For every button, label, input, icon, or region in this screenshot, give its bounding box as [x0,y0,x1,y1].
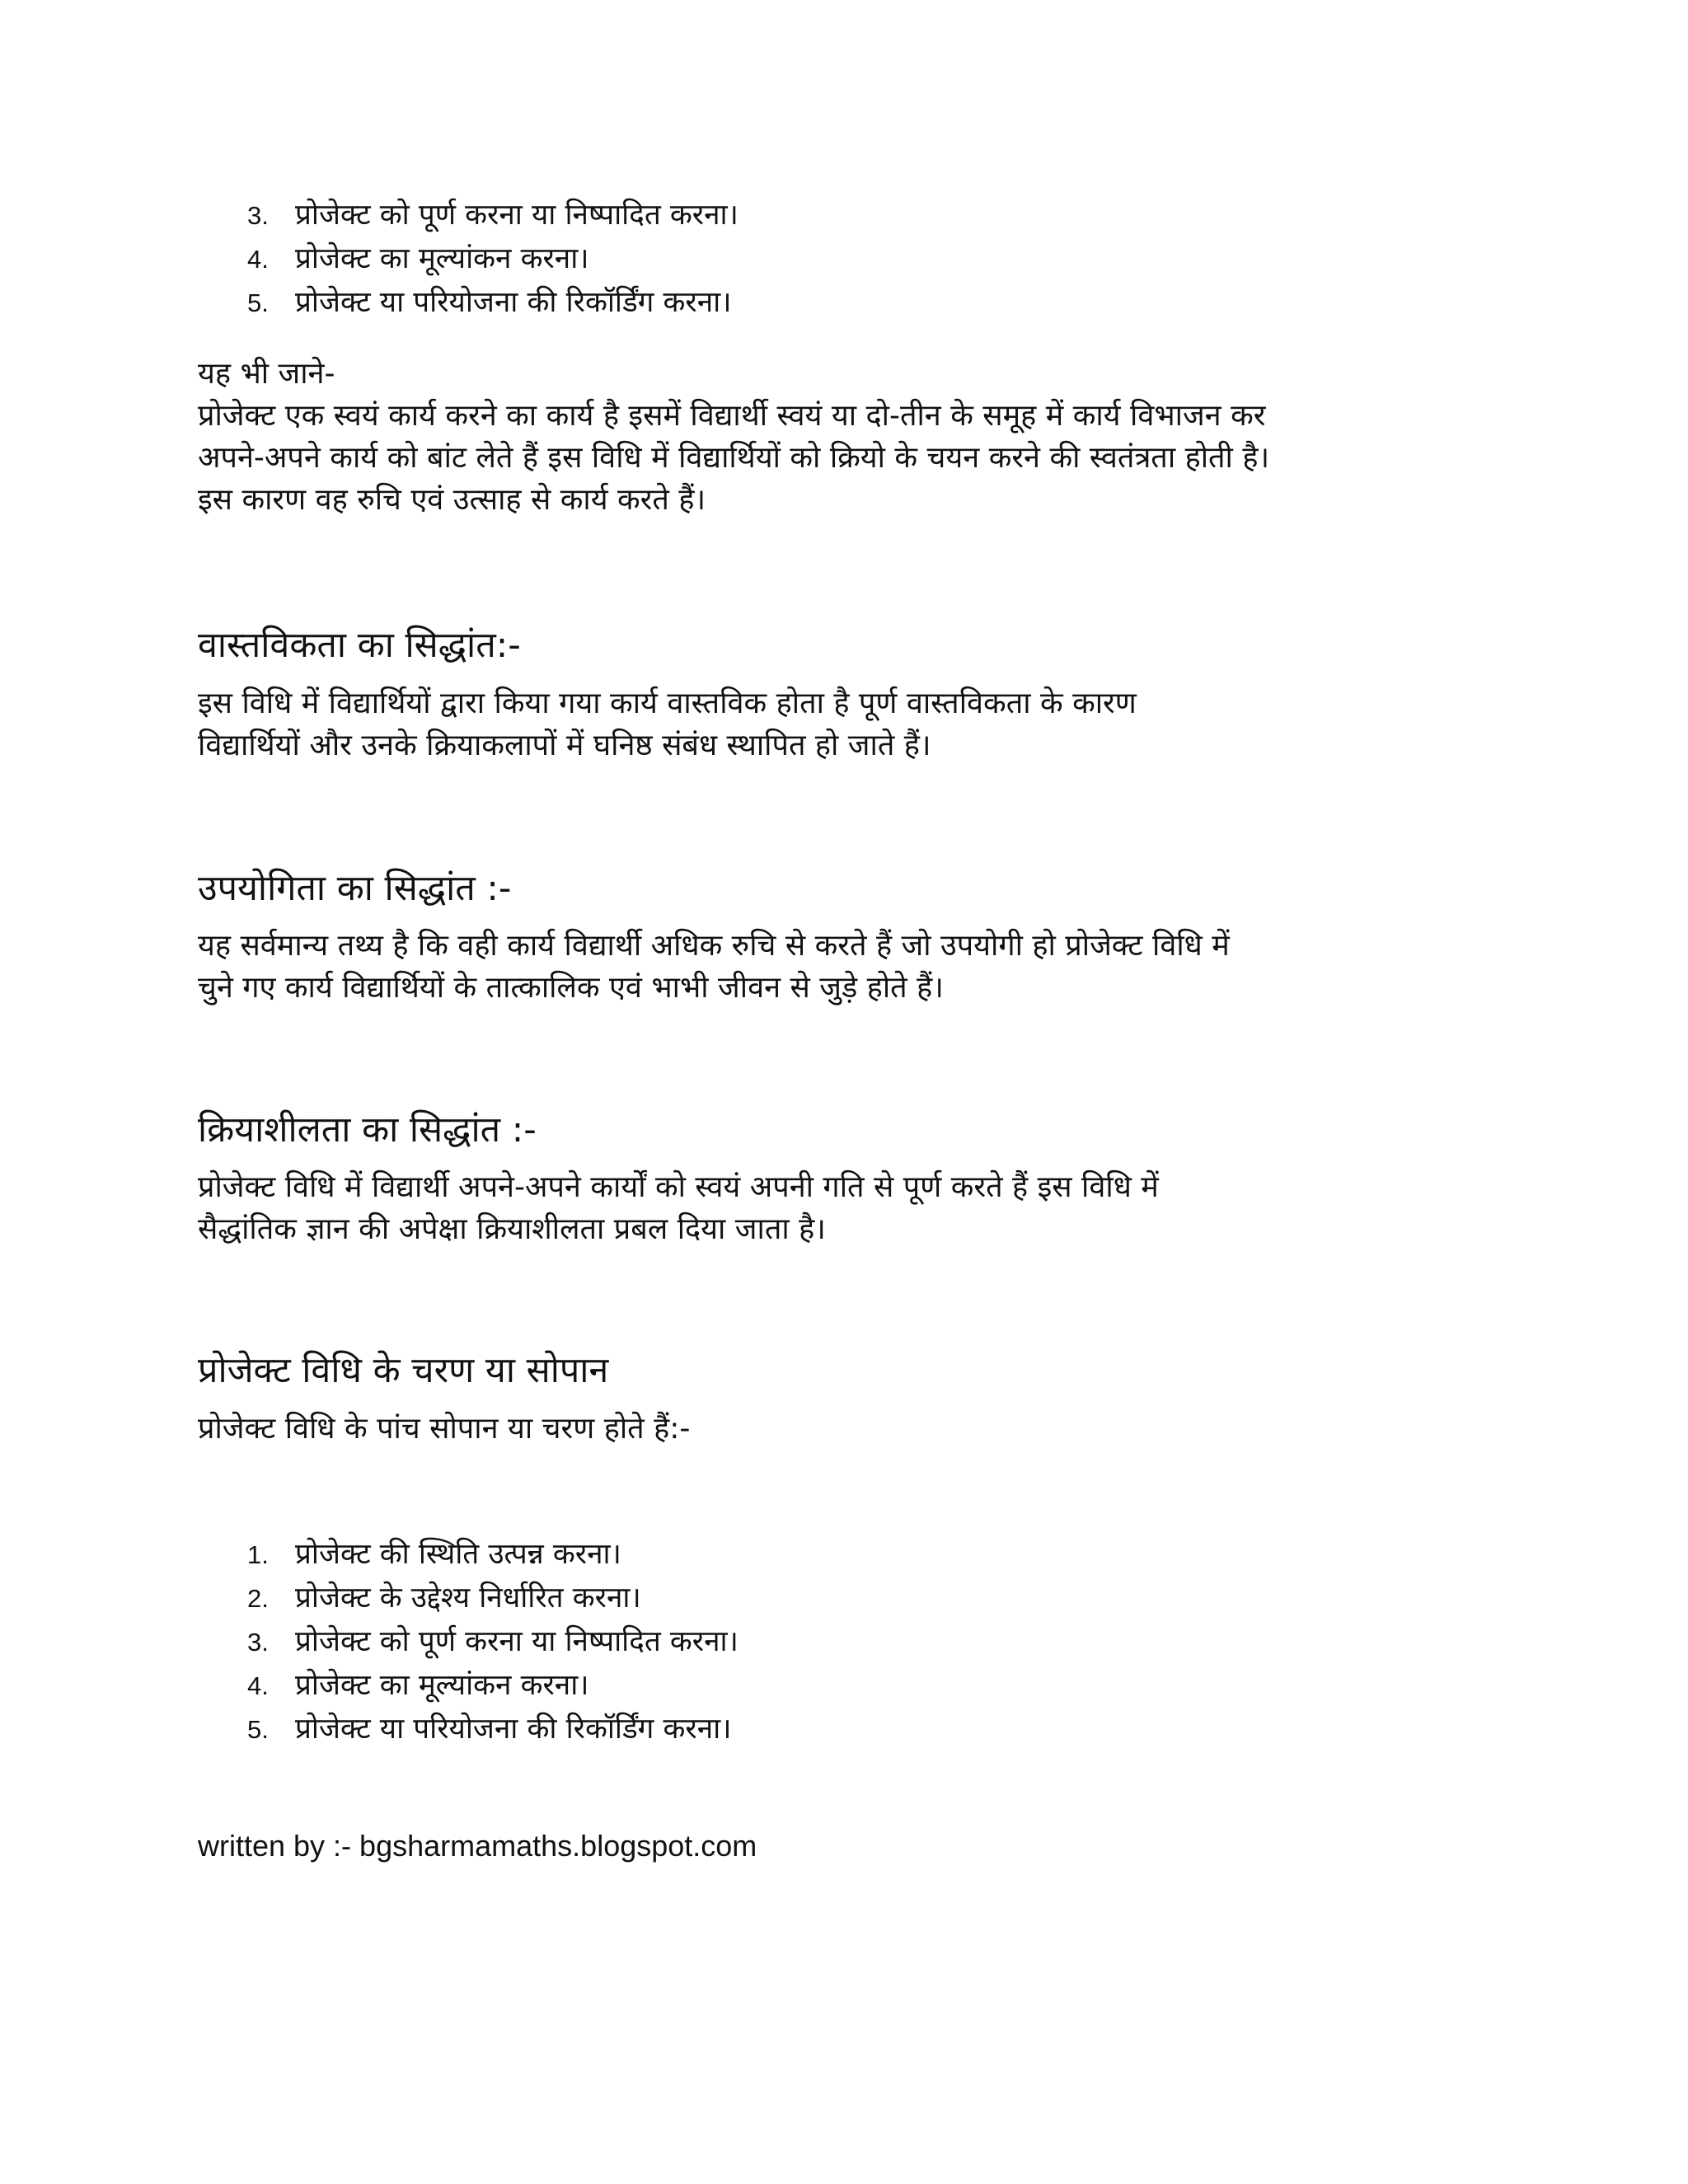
note-line: इस कारण वह रुचि एवं उत्साह से कार्य करते हैं। [198,483,706,517]
section-heading-steps: प्रोजेक्ट विधि के चरण या सोपान [198,1350,609,1391]
list-item-text: प्रोजेक्ट की स्थिति उत्पन्न करना। [295,1538,621,1571]
paragraph-line: प्रोजेक्ट विधि में विद्यार्थी अपने-अपने कार्यों को स्वयं अपनी गति से पूर्ण करते हैं इस विधि में [198,1170,1159,1204]
list-item-text: प्रोजेक्ट या परियोजना की रिकॉर्डिंग करना। [295,1713,732,1746]
note-line: प्रोजेक्ट एक स्वयं कार्य करने का कार्य है इसमें विद्यार्थी स्वयं या दो-तीन के समूह में कार्य विभाजन कर [198,399,1266,433]
section-heading-activity: क्रियाशीलता का सिद्धांत :- [198,1109,537,1151]
paragraph-line: यह सर्वमान्य तथ्य है कि वही कार्य विद्यार्थी अधिक रुचि से करते हैं जो उपयोगी हो प्रोजेक्ट विधि में [198,929,1230,963]
note-paragraph [198,353,1269,521]
list-item [247,1664,738,1708]
footer-credit: written by :- bgsharmamaths.blogspot.com [198,1829,757,1863]
list-item-text: प्रोजेक्ट का मूल्यांकन करना। [295,1669,589,1702]
list-item-text: प्रोजेक्ट को पूर्ण करना या निष्पादित करना। [295,199,738,232]
section-paragraph-steps [198,1408,690,1450]
section-paragraph-reality [198,682,1137,766]
paragraph-line: प्रोजेक्ट विधि के पांच सोपान या चरण होते हैं:- [198,1412,691,1446]
list-item [247,281,738,325]
list-number: 5. [247,288,269,317]
list-item [247,194,738,237]
list-item [247,1708,738,1751]
list-item-text: प्रोजेक्ट या परियोजना की रिकॉर्डिंग करना। [295,286,732,319]
list-item [247,1533,738,1577]
paragraph-line: चुने गए कार्य विद्यार्थियों के तात्कालिक एवं भाभी जीवन से जुड़े होते हैं। [198,971,944,1005]
list-number: 1. [247,1540,269,1569]
paragraph-line: विद्यार्थियों और उनके क्रियाकलापों में घनिष्ठ संबंध स्थापित हो जाते हैं। [198,729,931,762]
list-item [247,1577,738,1620]
list-item-text: प्रोजेक्ट का मूल्यांकन करना। [295,242,589,275]
list-number: 3. [247,201,269,230]
list-number: 4. [247,1671,269,1700]
paragraph-line: इस विधि में विद्यार्थियों द्वारा किया गया कार्य वास्तविक होता है पूर्ण वास्तविकता के कारण [198,687,1137,720]
list-item [247,237,738,281]
note-line: अपने-अपने कार्य को बांट लेते हैं इस विधि में विद्यार्थियों को क्रियो के चयन करने की स्वतंत्रता होती है। [198,441,1270,475]
list-item-text: प्रोजेक्ट को पूर्ण करना या निष्पादित करना। [295,1625,738,1658]
section-paragraph-activity [198,1166,1159,1250]
list-item-text: प्रोजेक्ट के उद्देश्य निर्धारित करना। [295,1582,641,1615]
list-number: 3. [247,1628,269,1657]
steps-numbered-list [247,1533,738,1751]
paragraph-line: सैद्धांतिक ज्ञान की अपेक्षा क्रियाशीलता प्रबल दिया जाता है। [198,1212,826,1246]
list-number: 5. [247,1715,269,1744]
note-title: यह भी जाने- [198,357,335,391]
section-heading-reality: वास्तविकता का सिद्धांत:- [198,625,521,666]
top-numbered-list [247,194,738,325]
list-number: 4. [247,245,269,274]
list-item [247,1620,738,1664]
section-heading-utility: उपयोगिता का सिद्धांत :- [198,868,512,909]
section-paragraph-utility [198,925,1230,1009]
list-number: 2. [247,1584,269,1613]
